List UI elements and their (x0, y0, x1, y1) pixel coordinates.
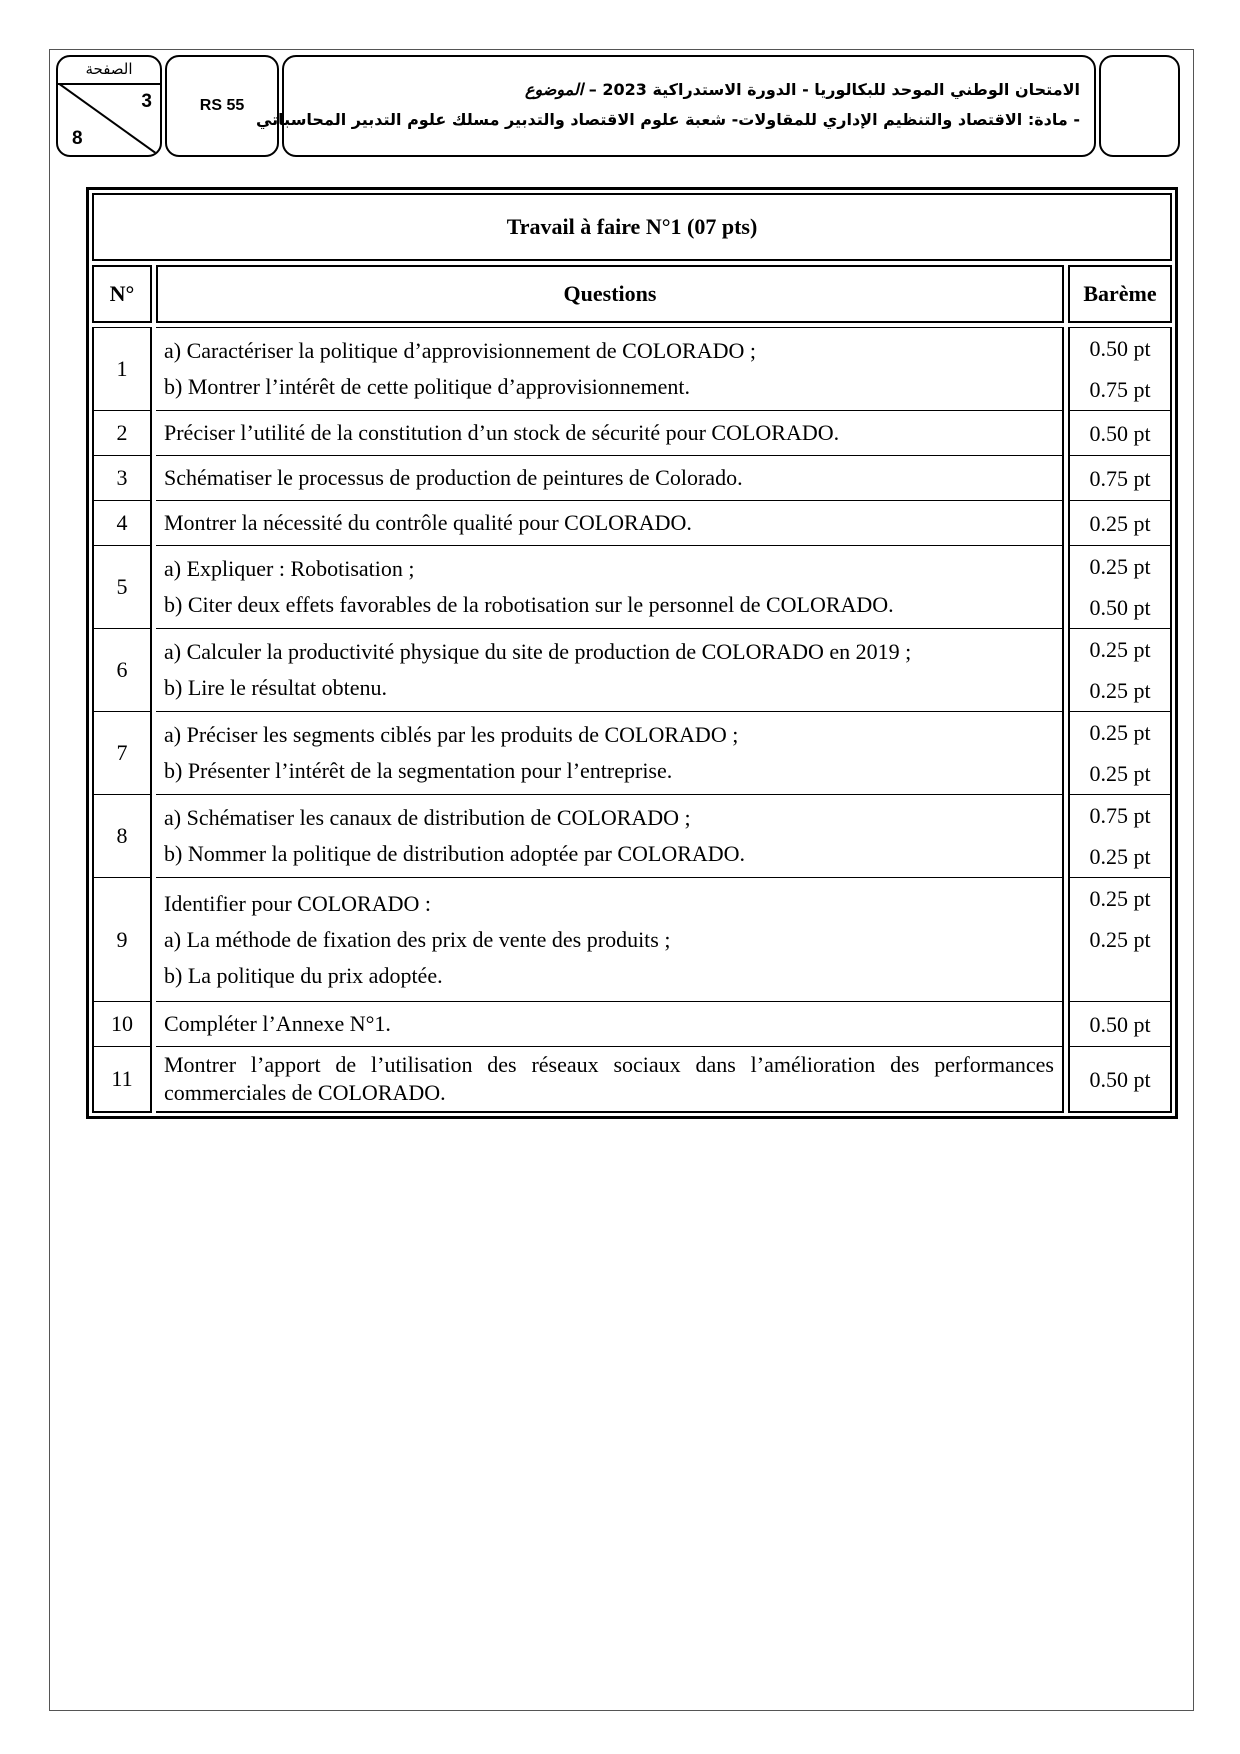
question-line: Préciser l’utilité de la constitution d’un stock de sécurité pour COLORADO. (164, 420, 840, 445)
question-row (92, 410, 1172, 455)
page-total: 8 (72, 128, 83, 149)
question-line: b) Lire le résultat obtenu. (164, 675, 387, 700)
question-points (1068, 711, 1172, 794)
question-line: b) Montrer l’intérêt de cette politique d’approvisionnement. (164, 374, 691, 399)
question-row (92, 794, 1172, 877)
question-number: 9 (92, 877, 152, 1001)
question-text (156, 455, 1064, 500)
question-line: a) Calculer la productivité physique du site de production de COLORADO en 2019 ; (164, 639, 912, 664)
question-line: a) Caractériser la politique d’approvisionnement de COLORADO ; (164, 338, 757, 363)
question-line: b) Présenter l’intérêt de la segmentation pour l’entreprise. (164, 758, 673, 783)
col-header-questions: Questions (156, 265, 1064, 323)
question-text (156, 327, 1064, 410)
question-line: a) Préciser les segments ciblés par les produits de COLORADO ; (164, 722, 739, 747)
col-header-num: N° (92, 265, 152, 323)
points-value: 0.25 pt (1089, 927, 1151, 952)
points-value: 0.50 pt (1089, 420, 1151, 446)
points-value: 0.75 pt (1089, 377, 1151, 402)
question-line: a) La méthode de fixation des prix de vente des produits ; (164, 926, 671, 952)
question-row (92, 1001, 1172, 1046)
points-value: 0.50 pt (1089, 1066, 1151, 1092)
points-value: 0.25 pt (1089, 761, 1151, 786)
question-number: 2 (92, 410, 152, 455)
question-points (1068, 1001, 1172, 1046)
question-row (92, 500, 1172, 545)
points-value: 0.25 pt (1089, 554, 1151, 579)
question-points (1068, 877, 1172, 1001)
question-number: 7 (92, 711, 152, 794)
points-value: 0.25 pt (1089, 886, 1151, 911)
question-line: b) Citer deux effets favorables de la robotisation sur le personnel de COLORADO. (164, 592, 894, 617)
question-points (1068, 455, 1172, 500)
question-text (156, 877, 1064, 1001)
points-value: 0.25 pt (1089, 720, 1151, 745)
question-points (1068, 327, 1172, 410)
exam-session-label: الموضوع (524, 80, 584, 99)
question-line: Identifier pour COLORADO : (164, 890, 432, 916)
points-value: 0.75 pt (1089, 465, 1151, 491)
question-number: 6 (92, 628, 152, 711)
points-value: 0.50 pt (1089, 595, 1151, 620)
question-points (1068, 410, 1172, 455)
question-number: 4 (92, 500, 152, 545)
question-points (1068, 545, 1172, 628)
exam-title-line2: - مادة: الاقتصاد والتنظيم الإداري للمقاولات- شعبة علوم الاقتصاد والتدبير مسلك علوم التدبير المحاسباتي (255, 110, 1080, 129)
points-value: 0.75 pt (1089, 803, 1151, 828)
points-value: 0.25 pt (1089, 637, 1151, 662)
question-row (92, 1046, 1172, 1113)
question-text (156, 711, 1064, 794)
question-row (92, 455, 1172, 500)
question-number: 3 (92, 455, 152, 500)
question-row (92, 877, 1172, 1001)
question-line: Montrer la nécessité du contrôle qualité pour COLORADO. (164, 510, 692, 535)
exam-code: RS 55 (165, 55, 279, 157)
exam-title-box (255, 55, 1096, 157)
question-number: 11 (92, 1046, 152, 1113)
points-value: 0.25 pt (1089, 844, 1151, 869)
question-text (156, 628, 1064, 711)
question-points (1068, 500, 1172, 545)
exam-title-line1 (294, 75, 1080, 105)
question-text (156, 545, 1064, 628)
question-line: Schématiser le processus de production de peintures de Colorado. (164, 465, 743, 490)
question-text (156, 410, 1064, 455)
question-points (1068, 794, 1172, 877)
col-header-bareme: Barème (1068, 265, 1172, 323)
question-text (156, 1046, 1064, 1113)
question-number: 1 (92, 327, 152, 410)
question-line: Compléter l’Annexe N°1. (164, 1011, 391, 1036)
page-number-box (56, 55, 162, 157)
blank-box (1099, 55, 1180, 157)
question-row (92, 545, 1172, 628)
points-value: 0.50 pt (1089, 1011, 1151, 1037)
question-line: a) Expliquer : Robotisation ; (164, 556, 415, 581)
question-row (92, 628, 1172, 711)
question-line: b) Nommer la politique de distribution adoptée par COLORADO. (164, 841, 746, 866)
question-points (1068, 1046, 1172, 1113)
page-current: 3 (141, 91, 152, 112)
table-title: Travail à faire N°1 (07 pts) (92, 193, 1172, 261)
question-row (92, 327, 1172, 410)
question-number: 10 (92, 1001, 152, 1046)
question-line: a) Schématiser les canaux de distribution de COLORADO ; (164, 805, 691, 830)
question-number: 8 (92, 794, 152, 877)
points-value: 0.25 pt (1089, 510, 1151, 536)
question-row (92, 711, 1172, 794)
questions-table (86, 187, 1178, 1119)
question-line: b) La politique du prix adoptée. (164, 962, 443, 988)
points-value: 0.25 pt (1089, 678, 1151, 703)
question-points (1068, 628, 1172, 711)
question-text (156, 794, 1064, 877)
page-label: الصفحة (58, 57, 160, 85)
points-value: 0.50 pt (1089, 336, 1151, 361)
question-text (156, 1001, 1064, 1046)
exam-title-line1-text: الامتحان الوطني الموحد للبكالوريا - الدورة الاستدراكية 2023 – (583, 80, 1080, 99)
question-line: Montrer l’apport de l’utilisation des réseaux sociaux dans l’amélioration des performances commerciales de COLORADO. (164, 1052, 1054, 1105)
question-number: 5 (92, 545, 152, 628)
question-text (156, 500, 1064, 545)
